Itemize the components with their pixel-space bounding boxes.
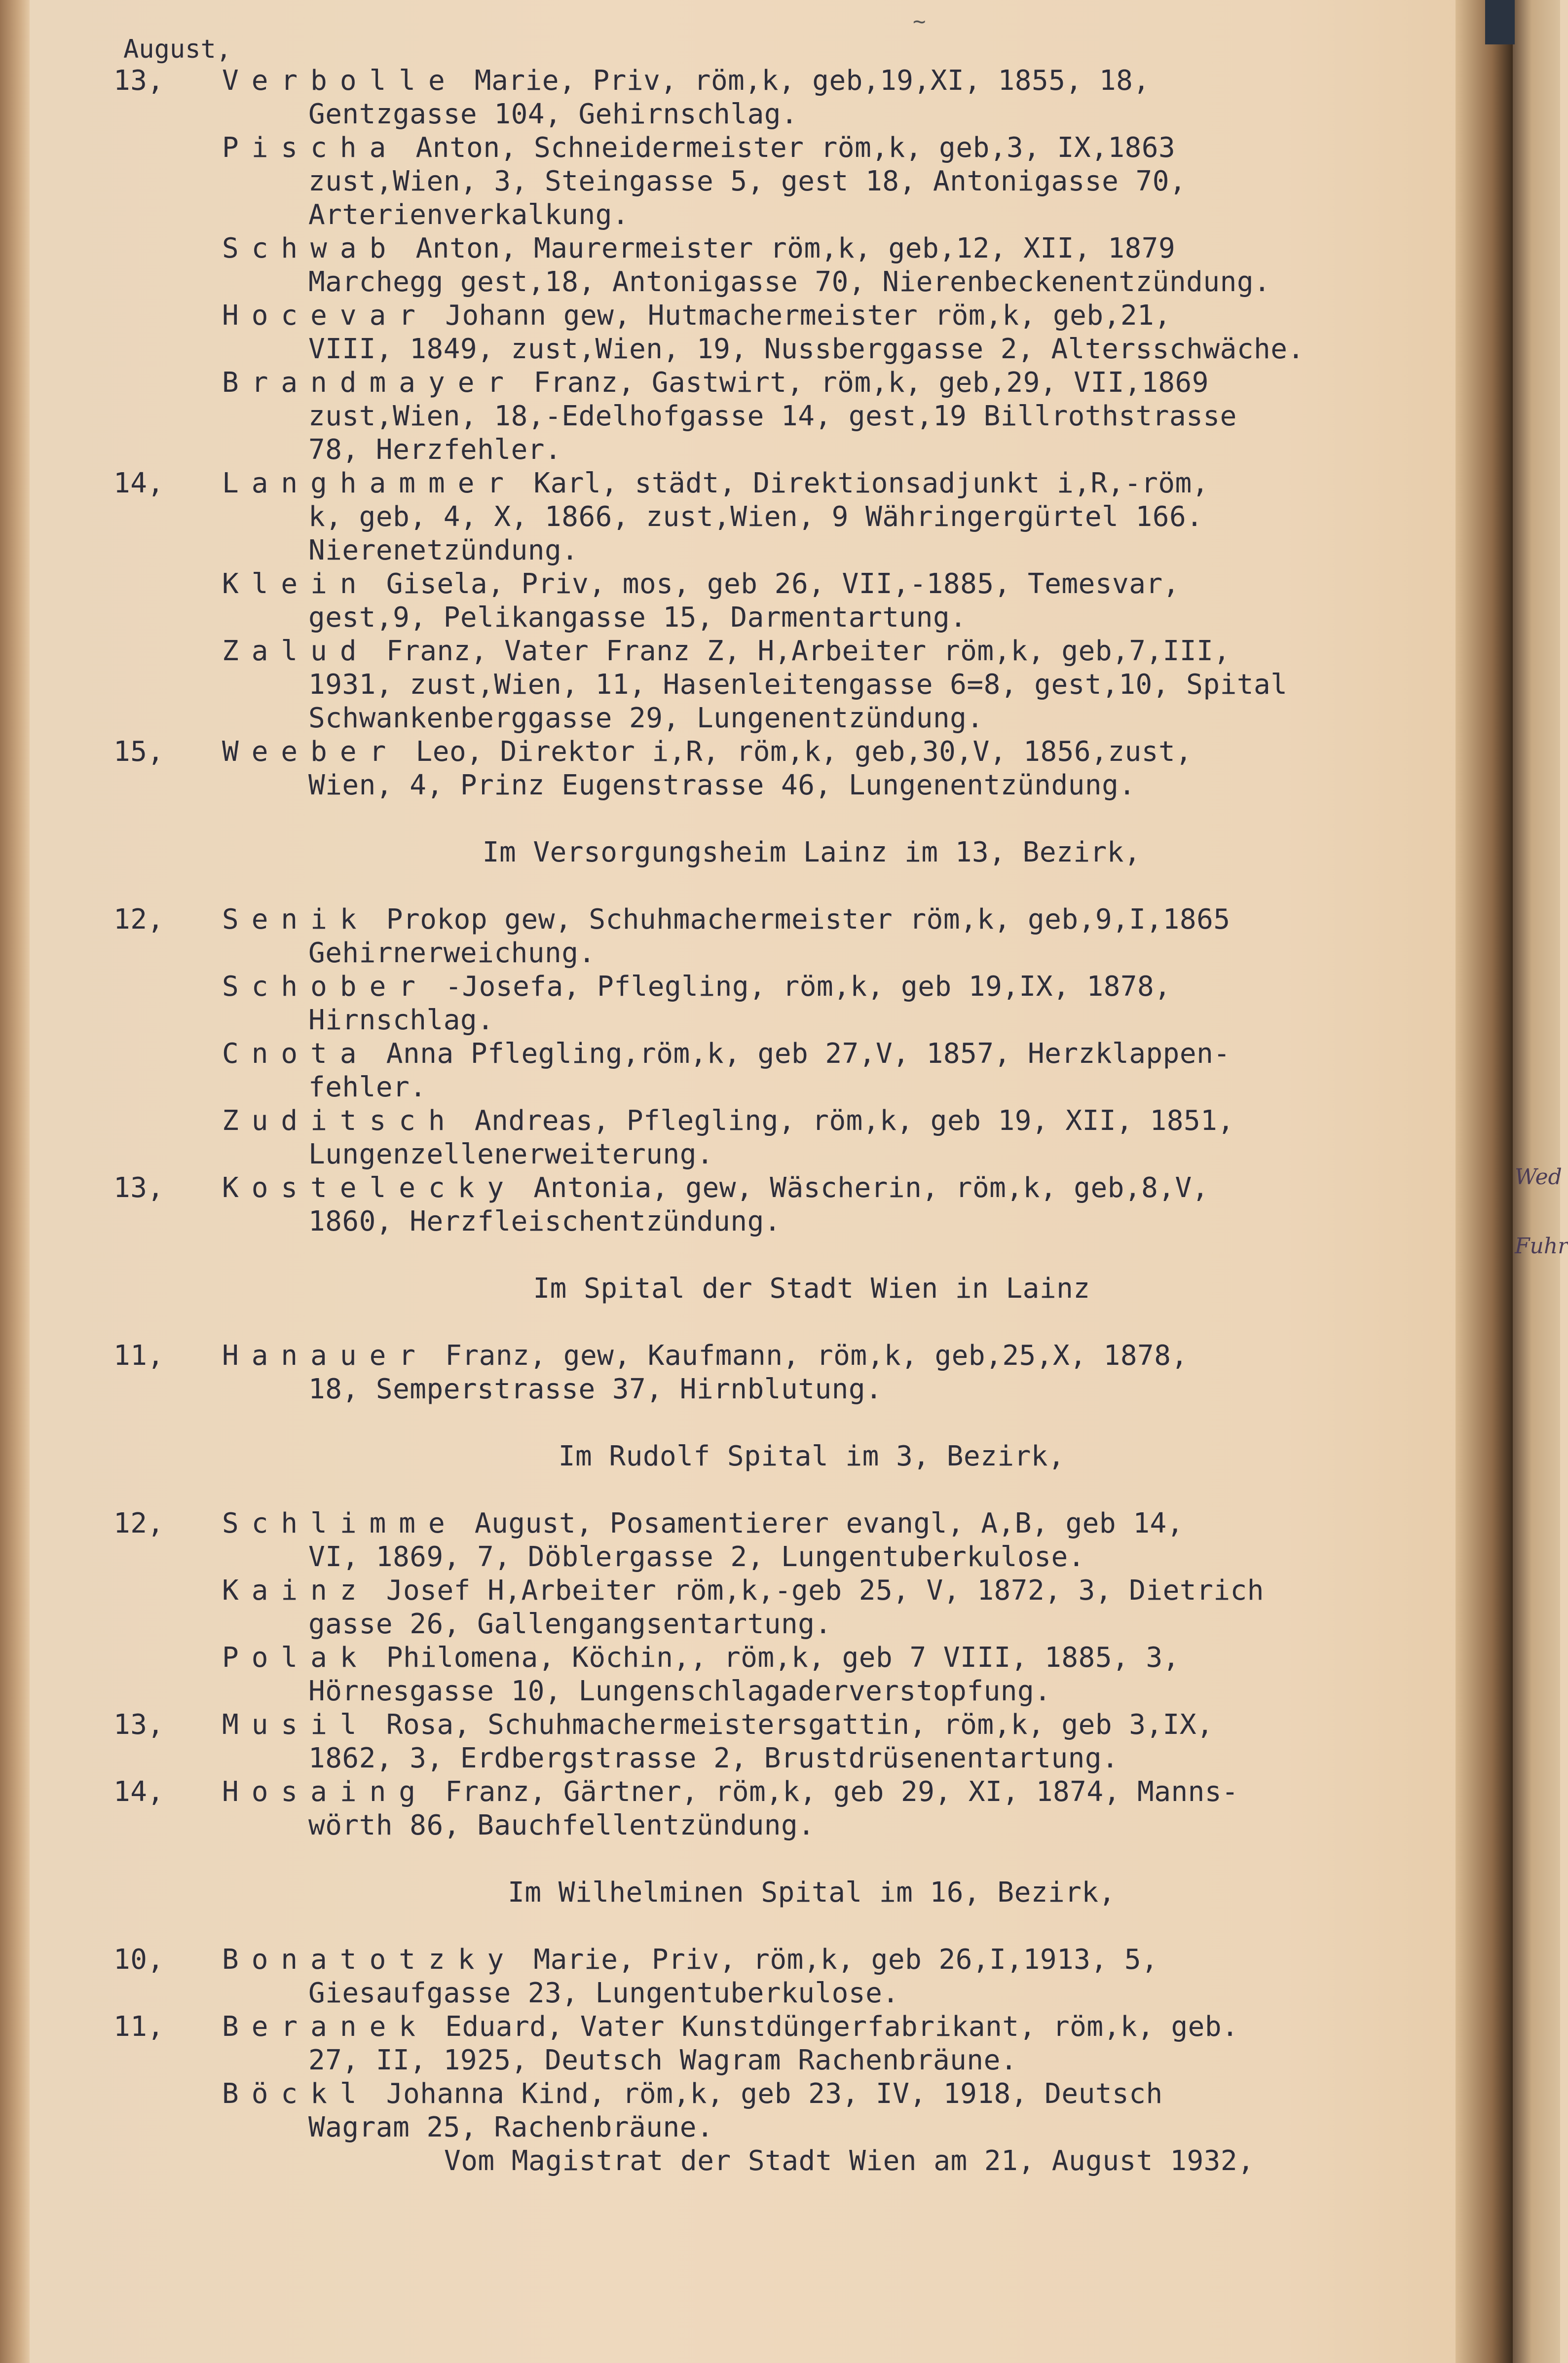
register-line xyxy=(113,1339,1500,1373)
entry-continuation: gasse 26, Gallengangsentartung. xyxy=(308,1608,832,1640)
surname: Hosaing xyxy=(222,1776,429,1808)
day-number: 13, xyxy=(113,1172,164,1204)
surname: Schwab xyxy=(222,232,399,264)
entry-continuation: gest,9, Pelikangasse 15, Darmentartung. xyxy=(308,601,967,634)
entry-details: Marie, Priv, röm,k, geb,19,XI, 1855, 18, xyxy=(457,65,1150,97)
register-text xyxy=(113,64,1500,2178)
entry-details: Franz, Gärtner, röm,k, geb 29, XI, 1874, Manns- xyxy=(428,1776,1239,1808)
register-line xyxy=(123,2077,1500,2111)
register-line xyxy=(123,534,1500,567)
register-line xyxy=(123,400,1500,433)
surname: Brandmayer xyxy=(222,367,517,399)
entry-continuation: 1860, Herzfleischentzündung. xyxy=(308,1205,782,1238)
register-line xyxy=(123,970,1500,1004)
register-line xyxy=(123,937,1500,970)
margin-note-2: Fuhr xyxy=(1515,1234,1568,1259)
entry-details: Johann gew, Hutmachermeister röm,k, geb,21, xyxy=(428,300,1171,332)
entry-continuation: 1931, zust,Wien, 11, Hasenleitengasse 6=8, gest,10, Spital xyxy=(308,669,1288,701)
entry-continuation: Schwankenberggasse 29, Lungenentzündung. xyxy=(308,702,984,734)
register-line xyxy=(123,433,1500,467)
surname: Bonatotzky xyxy=(222,1944,517,1976)
register-line xyxy=(113,64,1500,98)
entry-continuation: VIII, 1849, zust,Wien, 19, Nussberggasse 2, Altersschwäche. xyxy=(308,333,1305,365)
register-line xyxy=(123,1742,1500,1775)
entry-details: Anton, Schneidermeister röm,k, geb,3, IX,1863 xyxy=(399,132,1176,164)
entry-details: Prokop gew, Schuhmachermeister röm,k, geb,9,I,1865 xyxy=(369,903,1231,936)
entry-details: Franz, Vater Franz Z, H,Arbeiter röm,k, geb,7,III, xyxy=(369,635,1231,667)
register-line xyxy=(113,735,1500,769)
day-number: 11, xyxy=(113,2011,164,2043)
register-line xyxy=(123,1977,1500,2010)
register-line xyxy=(123,1608,1500,1641)
register-line xyxy=(123,769,1500,802)
day-number: 12, xyxy=(113,903,164,936)
institution-heading: Im Rudolf Spital im 3, Bezirk, xyxy=(558,1440,1065,1472)
register-line xyxy=(123,232,1500,265)
register-line xyxy=(113,2010,1500,2044)
entry-details: Marie, Priv, röm,k, geb 26,I,1913, 5, xyxy=(517,1944,1158,1976)
register-line xyxy=(113,1171,1500,1205)
surname: Hocevar xyxy=(222,300,429,332)
register-line xyxy=(123,635,1500,668)
register-line xyxy=(123,1540,1500,1574)
entry-continuation: Hörnesgasse 10, Lungenschlagaderverstopfung. xyxy=(308,1675,1051,1707)
surname: Polak xyxy=(222,1642,370,1674)
surname: Kostelecky xyxy=(222,1172,517,1204)
entry-details: Eduard, Vater Kunstdüngerfabrikant, röm,k, geb. xyxy=(428,2011,1239,2043)
register-line xyxy=(123,500,1500,534)
entry-details: Leo, Direktor i,R, röm,k, geb,30,V, 1856,zust, xyxy=(399,736,1193,768)
register-line xyxy=(123,1574,1500,1608)
day-number: 14, xyxy=(113,467,164,499)
entry-details: Gisela, Priv, mos, geb 26, VII,-1885, Temesvar, xyxy=(369,568,1180,600)
surname: Klein xyxy=(222,568,370,600)
surname: Langhammer xyxy=(222,467,517,499)
register-line xyxy=(123,299,1500,333)
register-line xyxy=(113,1943,1500,1977)
day-number: 10, xyxy=(113,1944,164,1976)
register-line xyxy=(123,567,1500,601)
entry-details: Karl, städt, Direktionsadjunkt i,R,-röm, xyxy=(517,467,1209,499)
register-line xyxy=(123,165,1500,198)
day-number: 13, xyxy=(113,65,164,97)
entry-continuation: 27, II, 1925, Deutsch Wagram Rachenbräune. xyxy=(308,2044,1018,2076)
entry-details: Andreas, Pflegling, röm,k, geb 19, XII, 1851, xyxy=(457,1105,1234,1137)
register-line xyxy=(113,467,1500,500)
day-number: 11, xyxy=(113,1340,164,1372)
register-line xyxy=(123,1675,1500,1708)
entry-continuation: Marchegg gest,18, Antonigasse 70, Nierenbeckenentzündung. xyxy=(308,266,1271,298)
register-line xyxy=(113,1708,1500,1742)
register-line xyxy=(113,1507,1500,1540)
entry-continuation: zust,Wien, 18,-Edelhofgasse 14, gest,19 Billrothstrasse xyxy=(308,400,1237,432)
page-left-edge xyxy=(0,0,30,2363)
entry-continuation: wörth 86, Bauchfellentzündung. xyxy=(308,1809,815,1841)
entry-details: Johanna Kind, röm,k, geb 23, IV, 1918, Deutsch xyxy=(369,2078,1163,2110)
register-line xyxy=(113,903,1500,937)
surname: Weeber xyxy=(222,736,399,768)
entry-continuation: 18, Semperstrasse 37, Hirnblutung. xyxy=(308,1373,883,1405)
month-header: August, xyxy=(123,35,232,64)
entry-continuation: 1862, 3, Erdbergstrasse 2, Brustdrüsenentartung. xyxy=(308,1742,1119,1774)
entry-details: Anton, Maurermeister röm,k, geb,12, XII, 1879 xyxy=(399,232,1176,264)
register-line xyxy=(123,702,1500,735)
register-line xyxy=(113,1775,1500,1809)
entry-continuation: k, geb, 4, X, 1866, zust,Wien, 9 Währingergürtel 166. xyxy=(308,501,1203,533)
surname: Pischa xyxy=(222,132,399,164)
entry-continuation: Wagram 25, Rachenbräune. xyxy=(308,2111,714,2143)
register-line xyxy=(123,2044,1500,2077)
register-line xyxy=(123,198,1500,232)
register-line xyxy=(123,333,1500,366)
entry-continuation: VI, 1869, 7, Döblergasse 2, Lungentuberkulose. xyxy=(308,1541,1085,1573)
entry-continuation: fehler. xyxy=(308,1071,427,1103)
institution-heading: Im Wilhelminen Spital im 16, Bezirk, xyxy=(508,1876,1116,1909)
surname: Zalud xyxy=(222,635,370,667)
surname: Senik xyxy=(222,903,370,936)
register-line xyxy=(123,668,1500,702)
register-line xyxy=(123,1071,1500,1104)
entry-details: August, Posamentierer evangl, A,B, geb 14, xyxy=(457,1507,1184,1539)
surname: Beranek xyxy=(222,2011,429,2043)
entry-continuation: Hirnschlag. xyxy=(308,1004,494,1036)
register-line xyxy=(123,1809,1500,1842)
register-line xyxy=(123,1373,1500,1406)
surname: Musil xyxy=(222,1709,370,1741)
entry-continuation: Gentzgasse 104, Gehirnschlag. xyxy=(308,98,798,130)
entry-continuation: Nierenetzündung. xyxy=(308,534,579,566)
surname: Schober xyxy=(222,971,429,1003)
entry-continuation: Gehirnerweichung. xyxy=(308,937,596,969)
surname: Schlimme xyxy=(222,1507,458,1539)
footer-signoff: Vom Magistrat der Stadt Wien am 21, August 1932, xyxy=(444,2145,1255,2177)
day-number: 12, xyxy=(113,1507,164,1539)
surname: Verbolle xyxy=(222,65,458,97)
day-number: 15, xyxy=(113,736,164,768)
day-number: 13, xyxy=(113,1709,164,1741)
day-number: 14, xyxy=(113,1776,164,1808)
surname: Cnota xyxy=(222,1038,370,1070)
entry-continuation: Lungenzellenerweiterung. xyxy=(308,1138,714,1170)
entry-continuation: 78, Herzfehler. xyxy=(308,434,562,466)
entry-details: Franz, Gastwirt, röm,k, geb,29, VII,1869 xyxy=(517,367,1209,399)
register-line xyxy=(123,1641,1500,1675)
entry-continuation: Giesaufgasse 23, Lungentuberkulose. xyxy=(308,1977,899,2009)
register-line xyxy=(123,1205,1500,1238)
entry-details: -Josefa, Pflegling, röm,k, geb 19,IX, 1878, xyxy=(428,971,1171,1003)
register-line xyxy=(123,601,1500,635)
entry-details: Anna Pflegling,röm,k, geb 27,V, 1857, Herzklappen- xyxy=(369,1038,1231,1070)
register-line xyxy=(123,1104,1500,1138)
surname: Hanauer xyxy=(222,1340,429,1372)
surname: Zuditsch xyxy=(222,1105,458,1137)
register-line xyxy=(123,131,1500,165)
entry-details: Philomena, Köchin,, röm,k, geb 7 VIII, 1885, 3, xyxy=(369,1642,1180,1674)
register-line xyxy=(123,1037,1500,1071)
entry-details: Rosa, Schuhmachermeistersgattin, röm,k, geb 3,IX, xyxy=(369,1709,1214,1741)
register-line xyxy=(123,1138,1500,1171)
margin-note-1: Wed xyxy=(1515,1164,1562,1190)
page-mark: ~ xyxy=(913,9,926,34)
surname: Böckl xyxy=(222,2078,370,2110)
register-line xyxy=(123,265,1500,299)
register-line xyxy=(123,2111,1500,2144)
entry-continuation: Arterienverkalkung. xyxy=(308,199,630,231)
register-line xyxy=(123,98,1500,131)
register-line xyxy=(123,1004,1500,1037)
entry-details: Antonia, gew, Wäscherin, röm,k, geb,8,V, xyxy=(517,1172,1209,1204)
entry-details: Franz, gew, Kaufmann, röm,k, geb,25,X, 1878, xyxy=(428,1340,1188,1372)
institution-heading: Im Spital der Stadt Wien in Lainz xyxy=(533,1273,1090,1305)
binding-tape xyxy=(1485,0,1515,44)
entry-continuation: Wien, 4, Prinz Eugenstrasse 46, Lungenentzündung. xyxy=(308,769,1136,801)
institution-heading: Im Versorgungsheim Lainz im 13, Bezirk, xyxy=(482,836,1141,868)
entry-continuation: zust,Wien, 3, Steingasse 5, gest 18, Antonigasse 70, xyxy=(308,165,1187,197)
entry-details: Josef H,Arbeiter röm,k,-geb 25, V, 1872, 3, Dietrich xyxy=(369,1575,1264,1607)
surname: Kainz xyxy=(222,1575,370,1607)
register-line xyxy=(123,366,1500,400)
